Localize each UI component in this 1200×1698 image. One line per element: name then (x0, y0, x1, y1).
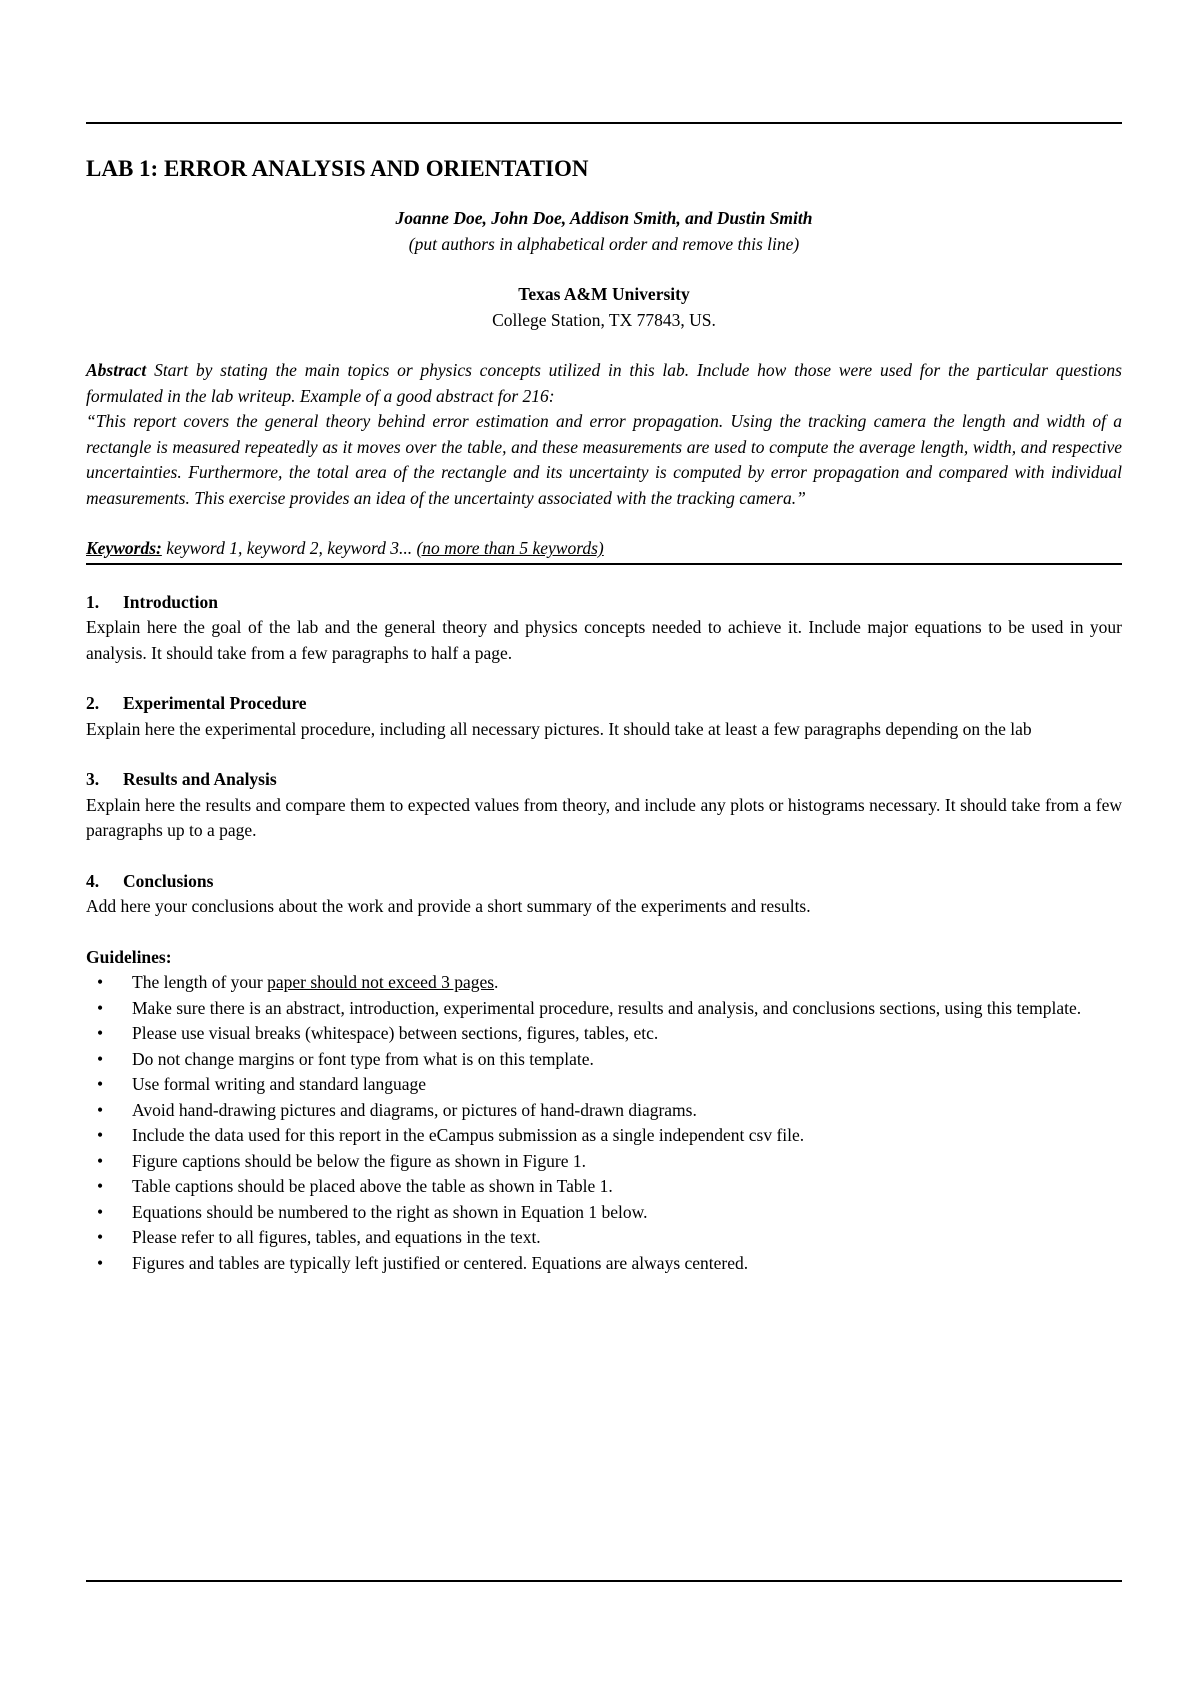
keywords-text: keyword 1, keyword 2, keyword 3... (161, 538, 417, 558)
list-item (86, 1021, 1122, 1047)
bullet-icon: • (97, 1252, 104, 1273)
list-item (86, 1072, 1122, 1098)
section-heading (86, 767, 1122, 793)
abstract-label: Abstract (86, 360, 147, 380)
list-item (86, 1251, 1122, 1277)
author-note: (put authors in alphabetical order and remove this line) (408, 233, 800, 254)
keywords-note: (no more than 5 keywords) (416, 538, 604, 558)
document-title: LAB 1: ERROR ANALYSIS AND ORIENTATION (86, 156, 589, 181)
list-item (86, 1098, 1122, 1124)
list-item-text: Figure captions should be below the figure as shown in Figure 1. (132, 1150, 586, 1171)
section-body: Explain here the results and compare them to expected values from theory, and include any plots or histograms necessary. It should take from a few paragraphs up to a page. (86, 794, 1122, 840)
keywords-label: Keywords: (86, 538, 162, 558)
document-content (86, 152, 1122, 1276)
header-rule (86, 122, 1122, 124)
bullet-icon: • (97, 1201, 104, 1222)
section-results-and-analysis (86, 767, 1122, 844)
section-number: 1. (86, 591, 100, 612)
bullet-icon: • (97, 972, 104, 992)
footer-rule (86, 1580, 1122, 1582)
section-experimental-procedure (86, 691, 1122, 742)
section-title: Conclusions (123, 870, 214, 891)
underlined-text: paper should not exceed 3 pages (267, 972, 495, 992)
abstract-paragraph-2: “This report covers the general theory behind error estimation and error propagation. Using the tracking camera the length and width of a rectangle is measured repeatedly as it moves over the table, and these measurements are used to compute the average length, width, and respective uncertainties. Furthermore, the total area of the rectangle and its uncertainty is computed by error propagation and compared with individual measurements. This exercise provides an idea of the uncertainty associated with the tracking camera.” (86, 411, 1122, 508)
abstract-text-1: Start by stating the main topics or physics concepts utilized in this lab. Include how those were used for the particular questions formulated in the lab writeup. Example of a good abstract for 216: (86, 360, 1122, 406)
bullet-icon: • (97, 1125, 104, 1145)
section-heading (86, 869, 1122, 895)
list-item-text: Do not change margins or font type from what is on this template. (132, 1048, 594, 1069)
section-heading (86, 691, 1122, 717)
bullet-icon: • (97, 1099, 104, 1120)
list-item (86, 996, 1122, 1022)
bullet-icon: • (97, 1074, 104, 1094)
section-number: 3. (86, 769, 100, 789)
bullet-icon: • (97, 1227, 104, 1247)
bullet-icon: • (97, 1048, 104, 1069)
section-number: 4. (86, 870, 100, 891)
section-heading (86, 590, 1122, 616)
list-item-text: The length of your (132, 972, 268, 992)
bullet-icon: • (97, 997, 104, 1018)
list-item-text: Use formal writing and standard language (132, 1074, 427, 1094)
list-item (86, 1200, 1122, 1226)
author-list: Joanne Doe, John Doe, Addison Smith, and Dustin Smith (395, 208, 813, 228)
list-item-text: Include the data used for this report in the eCampus submission as a single independent csv file. (132, 1125, 805, 1145)
section-introduction (86, 590, 1122, 667)
list-item (86, 1149, 1122, 1175)
address: College Station, TX 77843, US. (492, 309, 716, 330)
section-number: 2. (86, 693, 100, 713)
list-item-text: Figures and tables are typically left justified or centered. Equations are always centered. (132, 1252, 749, 1273)
list-item (86, 1123, 1122, 1149)
list-item (86, 1225, 1122, 1251)
guidelines-heading: Guidelines: (86, 946, 172, 967)
guidelines-list (86, 970, 1122, 1276)
list-item-text: Make sure there is an abstract, introduction, experimental procedure, results and analysis, and conclusions sections, using this template. (132, 997, 1082, 1018)
keywords (86, 536, 1122, 565)
bullet-icon: • (97, 1176, 104, 1196)
section-body: Add here your conclusions about the work and provide a short summary of the experiments and results. (86, 896, 811, 916)
list-item (86, 970, 1122, 996)
abstract-paragraph-1 (86, 358, 1122, 409)
list-item-text: . (494, 972, 499, 992)
list-item (86, 1174, 1122, 1200)
section-title: Experimental Procedure (123, 693, 307, 713)
list-item-text: Table captions should be placed above the table as shown in Table 1. (132, 1176, 613, 1196)
list-item-text: Please use visual breaks (whitespace) between sections, figures, tables, etc. (132, 1023, 659, 1043)
guidelines (86, 945, 1122, 1277)
list-item-text: Please refer to all figures, tables, and equations in the text. (132, 1227, 541, 1247)
list-item-text: Equations should be numbered to the right as shown in Equation 1 below. (132, 1201, 648, 1222)
affiliation: Texas A&M University (518, 284, 690, 304)
bullet-icon: • (97, 1150, 104, 1171)
section-conclusions (86, 869, 1122, 920)
abstract (86, 358, 1122, 511)
bullet-icon: • (97, 1023, 104, 1043)
list-item-text: Avoid hand-drawing pictures and diagrams, or pictures of hand-drawn diagrams. (132, 1099, 697, 1120)
section-body: Explain here the experimental procedure, including all necessary pictures. It should take at least a few paragraphs depending on the lab (86, 718, 1032, 739)
section-title: Results and Analysis (123, 769, 277, 789)
section-title: Introduction (123, 591, 218, 612)
list-item (86, 1047, 1122, 1073)
section-body: Explain here the goal of the lab and the general theory and physics concepts needed to achieve it. Include major equations to be used in your analysis. It should take from a few paragraphs to half a page. (86, 617, 1122, 663)
